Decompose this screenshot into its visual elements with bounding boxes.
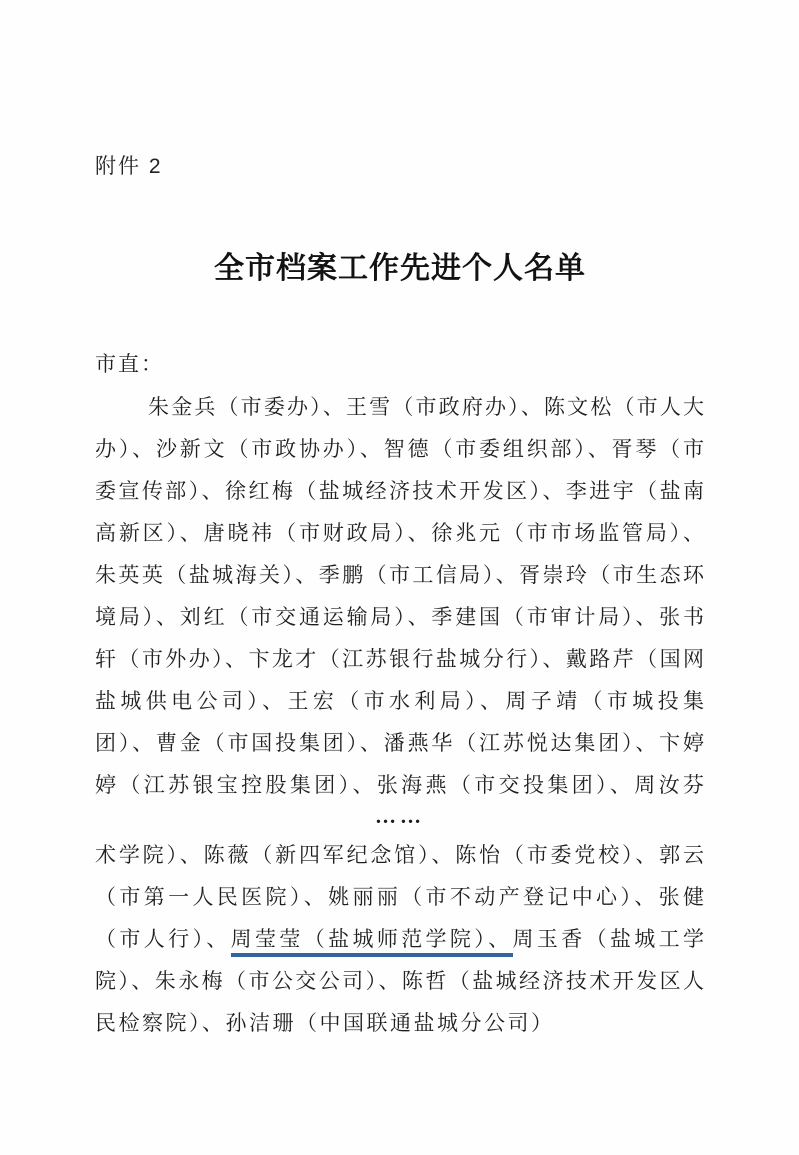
underline-line-post: 周玉香（盐城工学 (512, 927, 706, 951)
underline-line-pre: （市人行）、 (95, 927, 231, 951)
document-content (95, 0, 705, 1044)
body-line: 院）、朱永梅（市公交公司）、陈哲（盐城经济技术开发区人 (95, 969, 705, 993)
paragraph-names-2 (95, 834, 705, 1044)
paragraph-names-1 (95, 386, 705, 806)
body-line: （市第一人民医院）、姚丽丽（市不动产登记中心）、张健 (95, 885, 705, 909)
ellipsis-separator: …… (375, 804, 425, 828)
body-line: 朱金兵（市委办）、王雪（市政府办）、陈文松（市人大 (148, 395, 705, 419)
body-line: 朱英英（盐城海关）、季鹏（市工信局）、胥崇玲（市生态环 (95, 563, 705, 587)
body-line: 术学院）、陈薇（新四军纪念馆）、陈怡（市委党校）、郭云 (95, 843, 705, 867)
body-line: 团）、曹金（市国投集团）、潘燕华（江苏悦达集团）、卞婷 (95, 731, 705, 755)
body-line: 婷（江苏银宝控股集团）、张海燕（市交投集团）、周汝芬 (95, 773, 705, 797)
underlined-name-highlight: 周莹莹（盐城师范学院）、 (231, 927, 513, 957)
page-title: 全市档案工作先进个人名单 (214, 252, 586, 285)
body-line: 轩（市外办）、卞龙才（江苏银行盐城分行）、戴路芹（国网 (95, 647, 705, 671)
attachment-label: 附件 2 (95, 155, 163, 178)
body-line-with-underline (95, 918, 705, 960)
body-line: 盐城供电公司）、王宏（市水利局）、周子靖（市城投集 (95, 689, 705, 713)
body-line: 委宣传部）、徐红梅（盐城经济技术开发区）、李进宇（盐南 (95, 479, 705, 503)
body-line: 办）、沙新文（市政协办）、智德（市委组织部）、胥琴（市 (95, 437, 705, 461)
body-line: 高新区）、唐晓祎（市财政局）、徐兆元（市市场监管局）、 (95, 521, 705, 545)
section-label: 市直： (95, 352, 164, 376)
body-line: 民检察院）、孙洁珊（中国联通盐城分公司） (95, 1011, 555, 1035)
body-line: 境局）、刘红（市交通运输局）、季建国（市审计局）、张书 (95, 605, 705, 629)
